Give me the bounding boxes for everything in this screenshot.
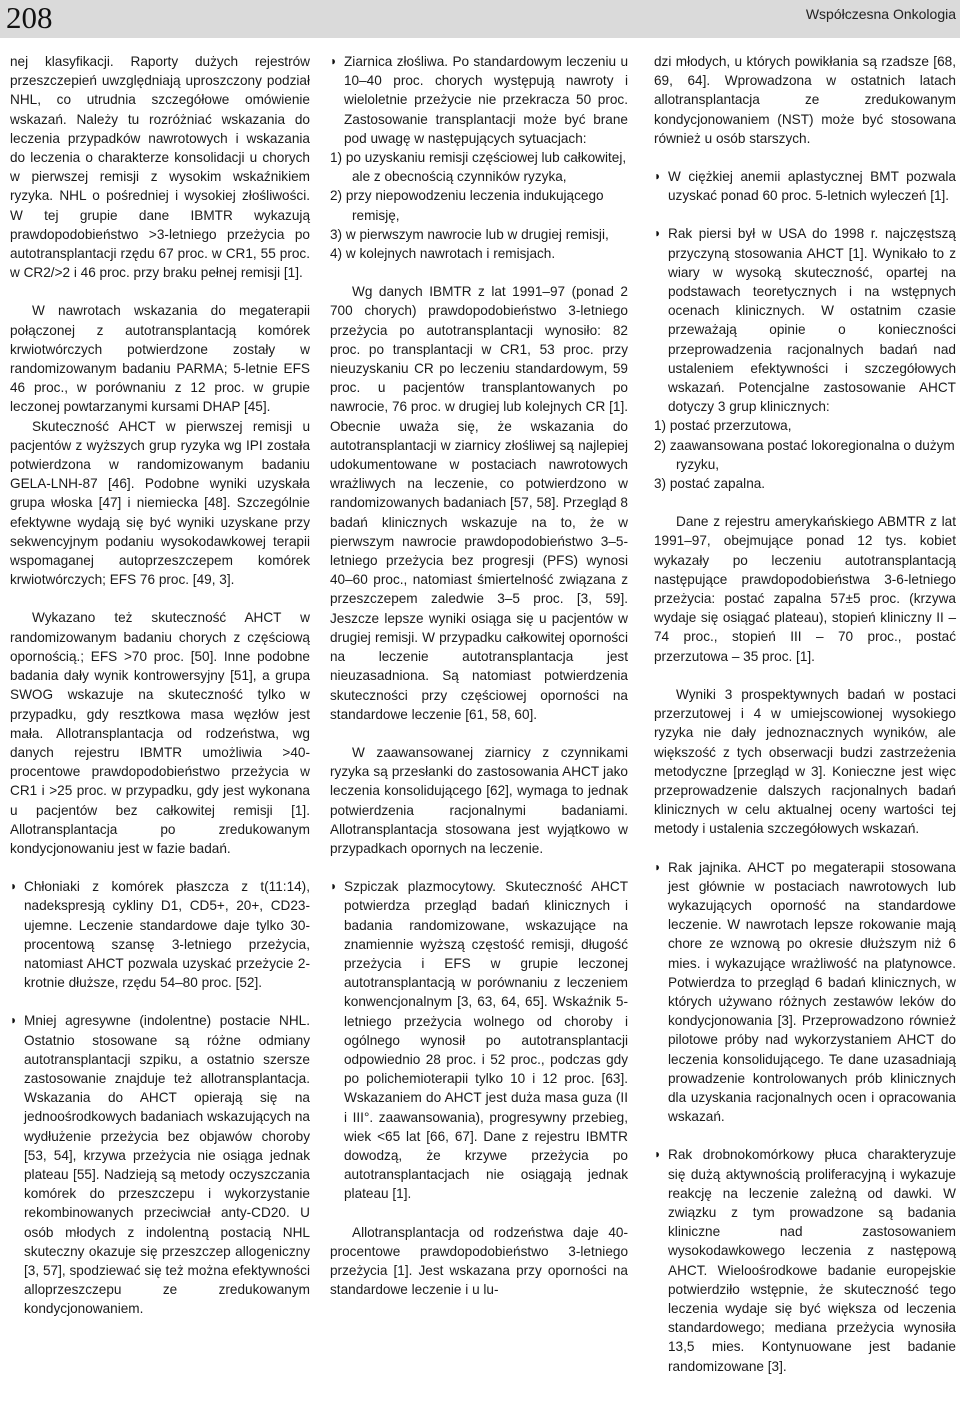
list-item: 2) przy niepowodzeniu leczenia indukującego remisję, xyxy=(330,188,604,223)
paragraph: dzi młodych, u których powikłania są rzadsze [68, 69, 64]. Wprowadzona w ostatnich latach allotransplantacja ze zredukowanym kondycjonowaniem (NST) może być stosowana również u osób starszych. xyxy=(654,54,956,146)
bullet-item: ◗ Chłoniaki z komórek płaszcza z t(11:14), nadekspresją cykliny D1, CD5+, 20+, CD23-ujemne. Leczenie standardowe daje tylko 30-procentową szansę 3-letniego przeżycia, natomiast AHCT pozwala uzyskać przeżycie 2-krotnie dłuższe, rzędu 54–80 proc. [52]. xyxy=(10,877,310,992)
bullet-item: ◗ W ciężkiej anemii aplastycznej BMT pozwala uzyskać ponad 60 proc. 5-letnich wyleczeń [1]. xyxy=(654,167,956,205)
column-1 xyxy=(10,52,310,1338)
bullet-item: ◗ Rak piersi był w USA do 1998 r. najczęstszą przyczyną stosowania AHCT [1]. Wynikało to z wiary w wysoką skuteczność, opartej na podstawach teoretycznych i na wstępnych ocenach klinicznych. W ostatnim czasie przeważają opinie o konieczności przeprowadzenia racjonalnych badań nad ustaleniem efektywności i szczegółowych wskazań. Potencjalne zastosowanie AHCT dotyczy 3 grup klinicznych: xyxy=(654,224,956,416)
bullet-item: ◗ Szpiczak plazmocytowy. Skuteczność AHCT potwierdza przegląd badań klinicznych i badania randomizowane, wskazujące na znamiennie wyższą częstość remisji, długość przeżycia i EFS w grupie leczonej autotransplantacją w porównaniu z leczeniem konwencjonalnym [3, 63, 64, 65]. Wskaźnik 5-letniego przeżycia wolnego od choroby i ogólnego wynosił po autotransplantacji odpowiednio 28 proc. i 52 proc., podczas gdy po polichemioterapii tylko 10 i 12 proc. [63]. Wskazaniem do AHCT jest duża masa guza (II i III°. zaawansowania), progresywny przebieg, wiek <65 lat [66, 67]. Dane z rejestru IBMTR dowodzą, że krzywe przeżycia po autotransplantacjach nie osiągają jednak plateau [1]. xyxy=(330,877,628,1203)
paragraph: Wykazano też skuteczność AHCT w randomizowanym badaniu chorych z częściową opornością.; EFS >70 proc. [50]. Inne podobne badania dały wynik kontrowersyjny [51], a grupa SWOG wskazuje na skuteczność tylko w przypadku, gdy resztkowa masa węzłów jest mała. Allotransplantacja od rodzeństwa, wg danych rejestru IBMTR umożliwia >40-procentowe prawdopodobieństwo przeżycia w CR1 i >25 proc. w przypadku, gdy jest wykonana u pacjentów bez całkowitej remisji [1]. Allotransplantacja po zredukowanym kondycjonowaniu jest w fazie badań. xyxy=(10,610,310,856)
journal-name: Współczesna Onkologia xyxy=(805,6,956,22)
bullet-item: ◗ Rak jajnika. AHCT po megaterapii stosowana jest głównie w postaciach nawrotowych lub wykazujących oporność na standardowe leczenie. W nawrotach lepsze rokowanie mają chore ze wznową po okresie dłuższym niż 6 mies. i wykazujące wrażliwość na platynowce. Potwierdza to przegląd 6 badań klinicznych, w których używano różnych zestawów leków do kondycjonowania [3]. Przeprowadzono również pilotowe próby nad wykorzystaniem AHCT do leczenia konsolidującego. Te dane uzasadniają prowadzenie kontrolowanych prób klinicznych dla uzyskania racjonalnych ocen i opracowania wskazań. xyxy=(654,858,956,1127)
paragraph: Dane z rejestru amerykańskiego ABMTR z lat 1991–97, obejmujące ponad 12 tys. kobiet wykazały po leczeniu autotransplantacją następujące prawdopodobieństwa 3-6-letniego przeżycia: postać zapalna 57±5 proc. (krzywa wydaje się osiągać plateau), stopień kliniczny II – 74 proc., stopień III – 70 proc., postać przerzutowa – 35 proc. [1]. xyxy=(654,514,956,664)
list-item: 3) postać zapalna. xyxy=(654,476,766,492)
page-number: 208 xyxy=(6,0,53,35)
list-item: 4) w kolejnych nawrotach i remisjach. xyxy=(330,246,556,262)
list-item: 3) w pierwszym nawrocie lub w drugiej remisji, xyxy=(330,226,609,242)
list-item: 1) po uzyskaniu remisji częściowej lub całkowitej, ale z obecnością czynników ryzyka, xyxy=(330,150,627,185)
paragraph: Wg danych IBMTR z lat 1991–97 (ponad 2 700 chorych) prawdopodobieństwo 3-letniego przeżycia po autotransplantacji wynosiło: 82 proc. po transplantacji w CR1, 53 proc. przy nieuzyskaniu CR po leczeniu standardowym, 59 proc. u pacjentów transplantowanych po nawrocie, 76 proc. w drugiej lub kolejnych CR [1]. Obecnie uważa się, że wskazania do autotransplantacji w ziarnicy złośliwej są najlepiej udokumentowane w postaciach nawrotowych wrażliwych na leczenie, co potwierdzono w randomizowanych badaniach [57, 58]. Przegląd 8 badań klinicznych wskazuje na to, że w pierwszym nawrocie prawdopodobieństwo 3–5-letniego przeżycia bez progresji (PFS) wynosi 40–60 proc., natomiast śmiertelność związana z przeszczepem zaledwie 3–5 proc. [3, 59]. Jeszcze lepsze wyniki osiąga się u pacjentów w drugiej remisji. W przypadku całkowitej oporności na leczenie autotransplantacja jest nieuzasadniona. Są natomiast potwierdzenia skuteczności przy częściowej oporności na standardowe leczenie [61, 58, 60]. xyxy=(330,284,628,722)
bullet-item: ◗ Ziarnica złośliwa. Po standardowym leczeniu u 10–40 proc. chorych występują nawroty i wieloletnie przeżycie nie przekracza 50 proc. Zastosowanie transplantacji może być brane pod uwagę w następujących sytuacjach: xyxy=(330,52,628,148)
numbered-list xyxy=(654,416,956,493)
column-2 xyxy=(330,52,628,1318)
paragraph: Skuteczność AHCT w pierwszej remisji u pacjentów z wyższych grup ryzyka wg IPI została potwierdzona w randomizowanym badaniu GELA-LNH-87 [46]. Podobne wyniki uzyskała grupa włoska [47] i niemiecka [48]. Szczególnie efektywne wydają się być wyniki uzyskane przy sekwencyjnym podaniu wysokodawkowej terapii wspomaganej autoprzeszczepem komórek krwiotwórczych; EFS 76 proc. [49, 3]. xyxy=(10,418,310,588)
paragraph: Wyniki 3 prospektywnych badań w postaci przerzutowej i 4 w umiejscowionej wysokiego ryzyka nie dały jednoznacznych wyników, ale większość z tych obserwacji budzi zastrzeżenia metodyczne [przegląd w 3]. Konieczne jest więc przeprowadzenie dalszych racjonalnych badań klinicznych w celu aktualnej oceny wartości tej metody i ustalenia szczegółowych wskazań. xyxy=(654,686,956,837)
paragraph: nej klasyfikacji. Raporty dużych rejestrów przeszczepień uwzględniają uproszczony podział NHL, co utrudnia szczegółowe omówienie wskazań. Należy tu rozróżniać wskazania do leczenia przypadków nawrotowych i wskazania do leczenia o charakterze konsolidacji u chorych w pierwszej remisji z wysokim wskaźnikiem ryzyka. NHL o pośredniej i wysokiej złośliwości. W tej grupie dane IBMTR wykazują prawdopodobieństwo >3-letniego przeżycia po autotransplantacji rzędu 67 proc. w CR1, 55 proc. w CR2/>2 i 46 proc. przy braku pełnej remisji [1]. xyxy=(10,54,310,281)
list-item: 1) postać przerzutowa, xyxy=(654,418,792,434)
numbered-list xyxy=(330,148,628,263)
column-3 xyxy=(654,52,956,1395)
list-item: 2) zaawansowana postać lokoregionalna o dużym ryzyku, xyxy=(654,437,955,472)
paragraph: Allotransplantacja od rodzeństwa daje 40-procentowe prawdopodobieństwo 3-letniego przeżycia [1]. Jest wskazana przy oporności na standardowe leczenie i u lu- xyxy=(330,1224,628,1298)
paragraph: W nawrotach wskazania do megaterapii połączonej z autotransplantacją komórek krwiotwórczych potwierdzone zostały w randomizowanym badaniu PARMA; 5-letnie EFS 46 proc., w porównaniu z 12 proc. w grupie leczonej powtarzanymi kursami DHAP [45]. xyxy=(10,303,310,415)
bullet-item: ◗ Mniej agresywne (indolentne) postacie NHL. Ostatnio stosowane są różne odmiany autotransplantacji szpiku, a ostatnio szersze zastosowanie znajduje też allotransplantacja. Wskazania do AHCT opierają się na jednoośrodkowych badaniach wskazujących na wydłużenie przeżycia bez objawów choroby [53, 54], krzywa przeżycia nie osiąga jednak plateau [55]. Nadzieją są metody oczyszczania komórek do przeszczepu i wykorzystanie rekombinowanych przeciwciał anty-CD20. U osób młodych z indolentną postacią NHL skuteczny okazuje się przeszczep allogeniczny [3, 57], spodziewać się też można efektywności alloprzeszczepu ze zredukowanym kondycjonowaniem. xyxy=(10,1011,310,1318)
bullet-item: ◗ Rak drobnokomórkowy płuca charakteryzuje się dużą aktywnością proliferacyjną i wykazuje reakcję na leczenie zależną od dawki. W związku z tym prowadzone są badania kliniczne nad zastosowaniem wysokodawkowego leczenia z następową AHCT. Wieloośrodkowe badanie europejskie potwierdziło wstępnie, że skuteczność tego leczenia wydaje się być większa od leczenia standardowego; mediana przeżycia wynosiła 13,5 mies. Kontynuowane jest badanie randomizowane [3]. xyxy=(654,1145,956,1375)
paragraph: W zaawansowanej ziarnicy z czynnikami ryzyka są przesłanki do zastosowania AHCT jako leczenia konsolidującego [62], wymaga to jednak potwierdzenia racjonalnymi badaniami. Allotransplantacja stosowana jest wyjątkowo w przypadkach opornych na leczenie. xyxy=(330,744,628,856)
page-header xyxy=(0,0,960,38)
